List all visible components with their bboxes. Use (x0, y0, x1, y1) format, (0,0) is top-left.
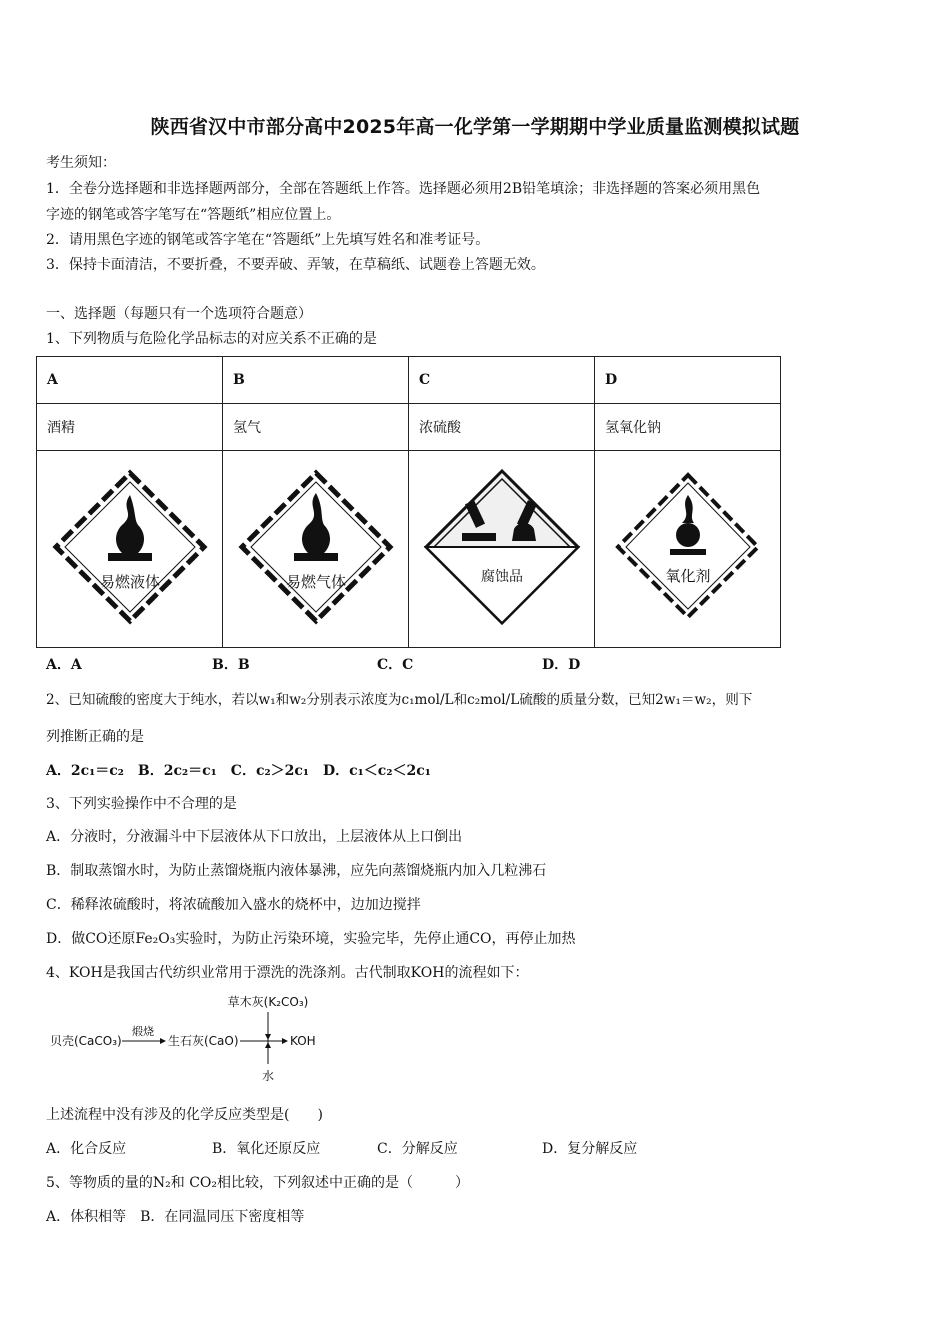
q2-options[interactable]: A．2c₁＝c₂ B．2c₂＝c₁ C．c₂＞2c₁ D．c₁＜c₂＜2c₁ (46, 763, 431, 779)
flame-over-circle-icon (682, 495, 694, 523)
q1-option-b[interactable]: B．B (212, 657, 250, 673)
sign-label-c: 腐蚀品 (480, 569, 523, 585)
q4-option-a[interactable]: A．化合反应 (46, 1141, 127, 1157)
q1-substance-a: 酒精 (37, 404, 223, 451)
q5-options[interactable]: A．体积相等 B．在同温同压下密度相等 (46, 1209, 305, 1225)
flow-bottom: 水 (261, 1069, 275, 1083)
notice-item-2: 2．请用黑色字迹的钢笔或答字笔在“答题纸”上先填写姓名和准考证号。 (46, 232, 490, 248)
sign-label-a: 易燃液体 (99, 573, 160, 591)
q4-option-b[interactable]: B．氧化还原反应 (212, 1141, 321, 1157)
notice-item-1a: 1．全卷分选择题和非选择题两部分，全部在答题纸上作答。选择题必须用2B铅笔填涂；非选择题的答案必须用黑色 (46, 181, 761, 197)
q3-stem: 3、下列实验操作中不合理的是 (46, 796, 237, 812)
q1-col-b: B (223, 357, 409, 404)
q1-stem: 1、下列物质与危险化学品标志的对应关系不正确的是 (46, 331, 377, 347)
q1-table (36, 356, 781, 648)
q1-substance-d: 氢氧化钠 (595, 404, 781, 451)
flow-middle: 生石灰(CaO) (168, 1034, 239, 1048)
oxidizer-sign (608, 467, 768, 627)
flow-step-label: 煅烧 (132, 1025, 154, 1038)
flow-end: KOH (290, 1034, 316, 1048)
q2-stem-line2: 列推断正确的是 (46, 729, 144, 745)
q1-sign-cell-b (223, 451, 409, 648)
q2-stem-line1: 2、已知硫酸的密度大于纯水，若以w₁和w₂分别表示浓度为c₁mol/L和c₂mol/L硫酸的质量分数，已知2w₁＝w₂，则下 (46, 692, 753, 708)
sign-label-b: 易燃气体 (285, 573, 346, 591)
q3-option-a[interactable]: A．分液时，分液漏斗中下层液体从下口放出，上层液体从上口倒出 (46, 829, 463, 845)
q4-flow-diagram (46, 990, 346, 1090)
flow-top: 草木灰(K₂CO₃) (227, 995, 309, 1009)
q1-option-c[interactable]: C．C (377, 657, 414, 673)
q4-option-d[interactable]: D．复分解反应 (542, 1141, 638, 1157)
notice-heading: 考生须知： (46, 155, 116, 171)
q1-col-a: A (37, 357, 223, 404)
q1-substance-b: 氢气 (223, 404, 409, 451)
q4-question: 上述流程中没有涉及的化学反应类型是( ) (46, 1107, 323, 1123)
q1-col-d: D (595, 357, 781, 404)
flammable-liquid-sign (50, 467, 210, 627)
q3-option-c[interactable]: C．稀释浓硫酸时，将浓硫酸加入盛水的烧杯中，边加边搅拌 (46, 897, 421, 913)
q1-option-d[interactable]: D．D (542, 657, 581, 673)
q1-option-a[interactable]: A．A (46, 657, 82, 673)
q1-substance-c: 浓硫酸 (409, 404, 595, 451)
flow-start: 贝壳(CaCO₃) (50, 1034, 122, 1048)
flame-icon (116, 495, 144, 553)
q3-option-b[interactable]: B．制取蒸馏水时，为防止蒸馏烧瓶内液体暴沸，应先向蒸馏烧瓶内加入几粒沸石 (46, 863, 547, 879)
q1-col-c: C (409, 357, 595, 404)
q1-sign-cell-c (409, 451, 595, 648)
q4-stem: 4、KOH是我国古代纺织业常用于漂洗的洗涤剂。古代制取KOH的流程如下： (46, 965, 529, 981)
q4-option-c[interactable]: C．分解反应 (377, 1141, 458, 1157)
notice-item-3: 3．保持卡面清洁，不要折叠，不要弄破、弄皱，在草稿纸、试题卷上答题无效。 (46, 257, 545, 273)
page-title: 陕西省汉中市部分高中2025年高一化学第一学期期中学业质量监测模拟试题 (150, 116, 800, 138)
corrosive-sign (422, 467, 582, 627)
flame-icon (302, 493, 330, 553)
q1-sign-cell-a (37, 451, 223, 648)
notice-item-1b: 字迹的钢笔或答字笔写在“答题纸”相应位置上。 (46, 207, 341, 223)
q1-sign-cell-d (595, 451, 781, 648)
flammable-gas-sign (236, 467, 396, 627)
q3-option-d[interactable]: D．做CO还原Fe₂O₃实验时，为防止污染环境，实验完毕，先停止通CO，再停止加热 (46, 931, 576, 947)
sign-label-d: 氧化剂 (664, 567, 711, 585)
section-heading: 一、选择题（每题只有一个选项符合题意） (46, 306, 312, 322)
q5-stem: 5、等物质的量的N₂和 CO₂相比较，下列叙述中正确的是（ ） (46, 1175, 470, 1191)
